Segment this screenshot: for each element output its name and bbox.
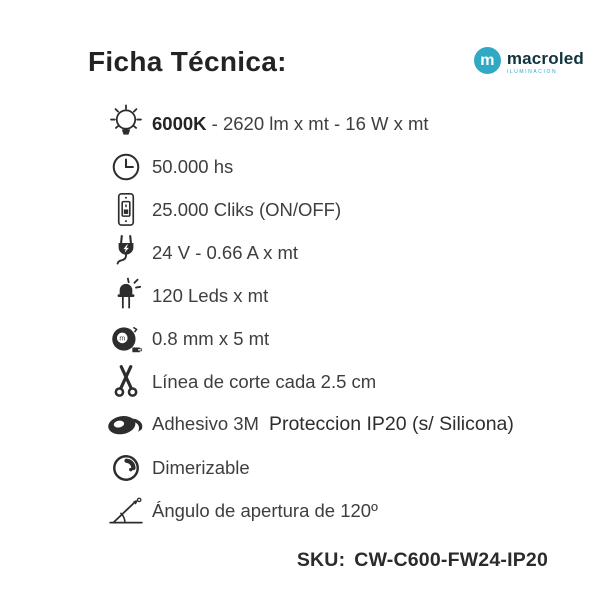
tape-measure-icon	[100, 321, 152, 357]
spec-row-lifespan	[100, 145, 586, 188]
sku-line	[297, 549, 548, 572]
spec-value-secondary: Proteccion IP20 (s/ Silicona)	[268, 413, 514, 435]
brand-tagline: ILUMINACION	[506, 69, 558, 75]
spec-row-cut-line	[100, 360, 586, 403]
bulb-icon	[100, 104, 152, 144]
dimmer-icon	[100, 452, 152, 484]
clock-icon	[100, 151, 152, 183]
adhesive-roll-icon	[100, 410, 152, 440]
switch-icon	[100, 191, 152, 229]
brand-name: macroled	[506, 49, 584, 68]
spec-row-adhesive	[100, 403, 586, 446]
spec-row-leds	[100, 274, 586, 317]
spec-text: Ángulo de apertura de 120º	[152, 499, 378, 521]
spec-row-beam-angle	[100, 489, 586, 532]
spec-row-color-temp	[100, 102, 586, 145]
spec-text	[152, 413, 514, 436]
spec-text: 24 V - 0.66 A x mt	[152, 241, 299, 263]
spec-list	[100, 102, 586, 532]
spec-row-power	[100, 231, 586, 274]
spec-value-bold: 6000K	[152, 112, 207, 134]
spec-text: 25.000 Cliks (ON/OFF)	[152, 198, 342, 220]
spec-text: 50.000 hs	[152, 155, 234, 177]
spec-value: Adhesivo 3M	[152, 413, 259, 434]
spec-row-dimensions	[100, 317, 586, 360]
brand-logo	[474, 47, 584, 75]
spec-row-dimmable	[100, 446, 586, 489]
plug-icon	[100, 234, 152, 272]
logo-monogram-icon: m	[474, 47, 501, 74]
spec-text: 0.8 mm x 5 mt	[152, 327, 270, 349]
spec-value: - 2620 lm x mt - 16 W x mt	[206, 112, 429, 134]
spec-text	[152, 113, 429, 135]
sku-value: CW-C600-FW24-IP20	[354, 549, 548, 571]
spec-text: Línea de corte cada 2.5 cm	[152, 370, 377, 392]
svg-text:m: m	[119, 334, 126, 342]
spec-text: Dimerizable	[152, 456, 250, 478]
spec-row-clicks	[100, 188, 586, 231]
scissors-icon	[100, 364, 152, 400]
led-icon	[100, 277, 152, 315]
angle-icon	[100, 495, 152, 527]
sku-label: SKU:	[296, 549, 346, 571]
page-title: Ficha Técnica:	[88, 46, 287, 77]
spec-text: 120 Leds x mt	[152, 284, 269, 306]
